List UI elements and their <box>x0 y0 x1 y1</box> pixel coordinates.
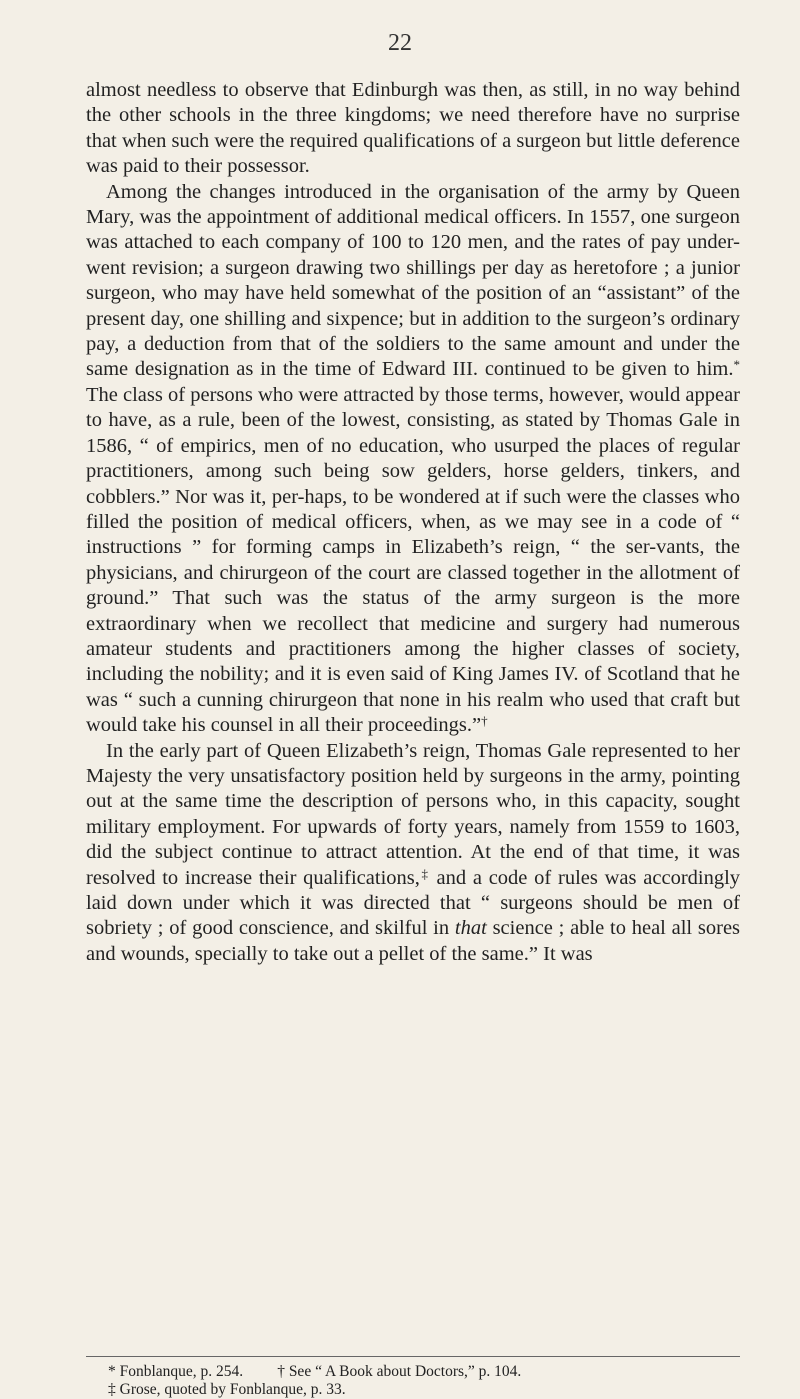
footnote-1: * Fonblanque, p. 254. <box>108 1363 244 1380</box>
paragraph-3 <box>86 739 740 968</box>
page-number: 22 <box>388 30 412 56</box>
paragraph-3-end: science ; able to heal all sores and wounds, specially to take out a pellet of the same.” It was <box>86 917 741 965</box>
footnote-ref-ddagger: ‡ <box>419 865 430 881</box>
footnote-2: † See “ A Book about Doctors,” p. 104. <box>277 1363 522 1380</box>
footnotes <box>108 1363 738 1399</box>
paragraph-2-text: Among the changes introduced in the organisation of the army by Queen Mary, was the appointment of additional medical officers. In 1557, one surgeon was attached to each company of 100 to 120 men, and the rates of pay under-went revision; a surgeon drawing two shillings per day as heretofore ; a junior surgeon, who may have held somewhat of the position of an “assistant” of the present day, one shilling and sixpence; but in addition to the surgeon’s ordinary pay, a deduction from that of the soldiers to the same amount and under the same designation as in the time of Edward III. continued to be given to him. <box>86 180 740 381</box>
body-text <box>86 78 740 967</box>
footnote-3: ‡ Grose, quoted by Fonblanque, p. 33. <box>108 1381 346 1398</box>
footnote-line-1 <box>108 1363 738 1381</box>
footnote-ref-dagger: † <box>481 713 488 729</box>
paragraph-2 <box>86 180 740 739</box>
footnote-ref-star: * <box>733 357 740 373</box>
italic-word: that <box>454 917 487 940</box>
paragraph-3-continued: and a code of rules was accordingly laid down under which it was directed that “ surgeons should be men of sobriety ; of good conscience, and skilful in <box>86 866 741 940</box>
paragraph-3-text: In the early part of Queen Elizabeth’s reign, Thomas Gale represented to her Majesty the very unsatisfactory position held by surgeons in the army, pointing out at the same time the description of persons who, in this capacity, sought military employment. For upwards of forty years, namely from 1559 to 1603, did the subject continue to attract attention. At the end of that time, it was resolved to increase their qualifications, <box>86 739 740 889</box>
footnote-divider <box>86 1356 740 1357</box>
paragraph-1: almost needless to observe that Edinburgh was then, as still, in no way behind the other schools in the three kingdoms; we need therefore have no surprise that when such were the required qualifications of a surgeon but little deference was paid to their possessor. <box>86 79 740 178</box>
footnote-line-2 <box>108 1381 738 1399</box>
paragraph-2-continued: The class of persons who were attracted by those terms, however, would appear to have, as a rule, been of the lowest, consisting, as stated by Thomas Gale in 1586, “ of empirics, men of no education, who usurped the places of regular practitioners, among such being sow gelders, horse gelders, tinkers, and cobblers.” Nor was it, per-haps, to be wondered at if such were the classes who filled the position of medical officers, when, as we may see in a code of “ instructions ” for forming camps in Elizabeth’s reign, “ the ser-vants, the physicians, and chirurgeon of the court are classed together in the allotment of ground.” That such was the status of the army surgeon is the more extraordinary when we recollect that medicine and surgery had numerous amateur students and practitioners among the higher classes of society, including the nobility; and it is even said of King James IV. of Scotland that he was “ such a cunning chirurgeon that none in his realm who used that craft but would take his counsel in all their proceedings.” <box>86 383 740 737</box>
